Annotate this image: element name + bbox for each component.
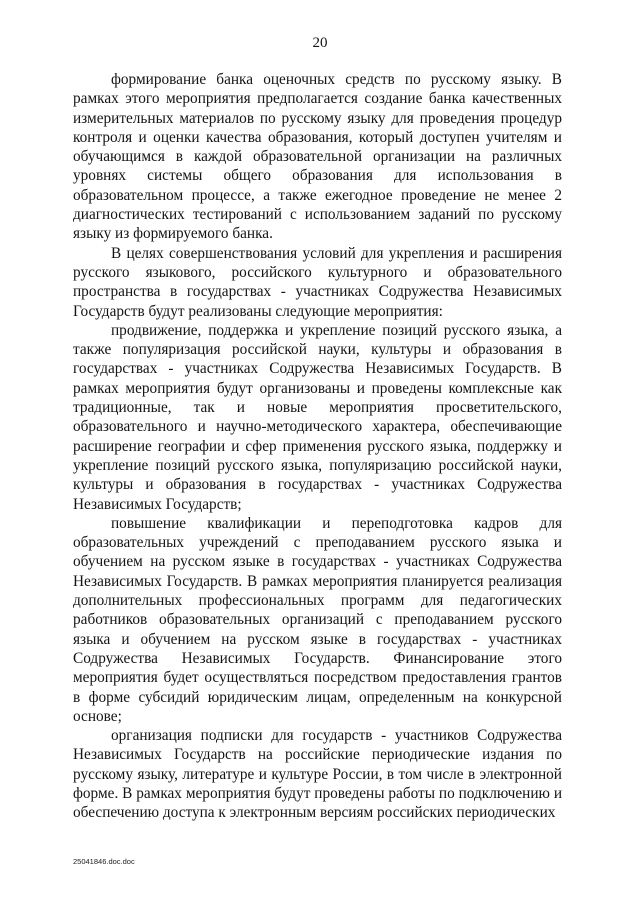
page-number: 20 (312, 35, 328, 51)
paragraph: В целях совершенствования условий для укрепления и расширения русского языкового, российского культурного и образовательного пространства в государствах - участниках Содружества Независимых Государств будут реализованы следующие мероприятия: (73, 244, 562, 320)
paragraph: формирование банка оценочных средств по русскому языку. В рамках этого мероприятия предполагается создание банка качественных измерительных материалов по русскому языку для проведения процедур контроля и оценки качества образования, который доступен учителям и обучающимся в каждой образовательной организации на различных уровнях системы общего образования для использования в образовательном процессе, а также ежегодное проведение не менее 2 диагностических тестирований с использованием заданий по русскому языку из формируемого банка. (73, 71, 562, 243)
document-body (73, 70, 562, 823)
file-name-footer: 25041846.doc.doc (73, 857, 135, 866)
paragraph: организация подписки для государств - участников Содружества Независимых Государств на российские периодические издания по русскому языку, литературе и культуре России, в том числе в электронной форме. В рамках мероприятия будут проведены работы по подключению и обеспечению доступа к электронным версиям российских периодических (73, 727, 562, 822)
paragraph: продвижение, поддержка и укрепление позиций русского языка, а также популяризация российской науки, культуры и образования в государствах - участниках Содружества Независимых Государств. В рамках мероприятия будут организованы и проведены комплексные как традиционные, так и новые мероприятия просветительского, образовательного и научно-методического характера, обеспечивающие расширение географии и сфер применения русского языка, поддержку и укрепление позиций русского языка, популяризацию российской науки, культуры и образования в государствах - участниках Содружества Независимых Государств; (73, 321, 562, 513)
paragraph: повышение квалификации и переподготовка кадров для образовательных учреждений с преподаванием русского языка и обучением на русском языке в государствах - участниках Содружества Независимых Государств. В рамках мероприятия планируется реализация дополнительных профессиональных программ для педагогических работников образовательных организаций с преподаванием русского языка и обучением на русском языке в государствах - участниках Содружества Независимых Государств. Финансирование этого мероприятия будет осуществляться посредством предоставления грантов в форме субсидий юридическим лицам, определенным на конкурсной основе; (73, 514, 562, 725)
